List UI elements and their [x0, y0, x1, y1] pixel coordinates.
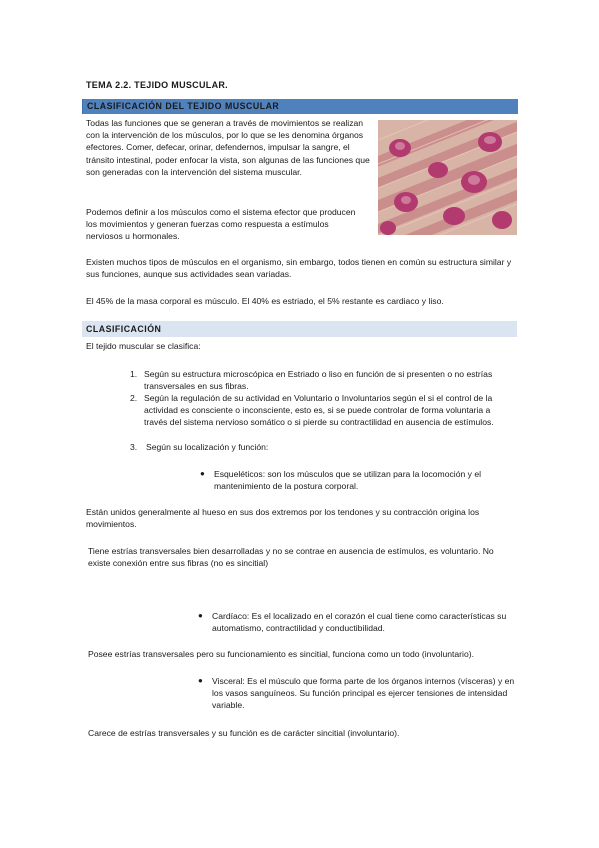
muscle-types-paragraph: Existen muchos tipos de músculos en el organismo, sin embargo, todos tienen en común su estructura similar y sus funciones, aunque sus actividades sean variadas.: [86, 257, 512, 280]
visceral-paragraph: Carece de estrías transversales y su función es de carácter sincitial (involuntario).: [88, 728, 400, 738]
list-number: 3.: [130, 442, 138, 452]
list-number: 1.: [130, 369, 138, 379]
document-heading: TEMA 2.2. TEJIDO MUSCULAR.: [86, 80, 228, 90]
list-item: Según su estructura microscópica en Estriado o liso en función de si presenten o no estrías transversales en sus fibras.: [144, 369, 493, 392]
list-item: Según su localización y función:: [146, 442, 269, 452]
section-header-label: CLASIFICACIÓN DEL TEJIDO MUSCULAR: [87, 101, 280, 111]
skeletal-striations-paragraph: Tiene estrías transversales bien desarrolladas y no se contrae en ausencia de estímulos, es voluntario. No existe conexión entre sus fibras (no es sincitial): [88, 546, 494, 569]
bullet-icon: ●: [198, 676, 203, 685]
skeletal-muscle-bullet: Esqueléticos: son los músculos que se utilizan para la locomoción y el mantenimiento de la postura corporal.: [214, 469, 482, 492]
classification-intro: El tejido muscular se clasifica:: [86, 341, 201, 351]
skeletal-attachment-paragraph: Están unidos generalmente al hueso en sus dos extremos por los tendones y su contracción origina los movimientos.: [86, 507, 480, 530]
list-item: Según la regulación de su actividad en Voluntario o Involuntarios según el si el control de la actividad es consciente o inconsciente, esto es, si se puede controlar de forma voluntaria a través del sistema nervioso somático o si pierde su contractilidad en ausencia de estímulos.: [144, 393, 494, 428]
body-mass-paragraph: El 45% de la masa corporal es músculo. El 40% es estriado, el 5% restante es cardiaco y liso.: [86, 296, 444, 306]
visceral-muscle-bullet: Visceral: Es el músculo que forma parte de los órganos internos (vísceras) y en los vasos sanguíneos. Su función principal es ejercer tensiones de intensidad variable.: [212, 676, 515, 711]
cardiac-paragraph: Posee estrías transversales pero su funcionamiento es sincitial, funciona como un todo (involuntario).: [88, 649, 474, 659]
muscle-tissue-image: [378, 120, 517, 235]
intro-paragraph: Todas las funciones que se generan a través de movimientos se realizan con la intervención de los músculos, por lo que se les denomina órganos efectores. Comer, defecar, orinar, defendernos, impulsar la sangre, el tránsito intestinal, poder enfocar la vista, son algunas de las funciones que son generadas con la intervención del sistema muscular.: [86, 118, 370, 177]
section-header-label: CLASIFICACIÓN: [86, 324, 162, 334]
list-number: 2.: [130, 393, 138, 403]
section-header-clasificacion: [82, 321, 517, 337]
cardiac-muscle-bullet: Cardíaco: Es el localizado en el corazón el cual tiene como características su automatismo, contractilidad y conductibilidad.: [212, 611, 507, 634]
section-header-clasificacion-tejido: [82, 99, 518, 114]
bullet-icon: ●: [200, 469, 205, 478]
bullet-icon: ●: [198, 611, 203, 620]
definition-paragraph: Podemos definir a los músculos como el sistema efector que producen los movimientos y generan fuerzas como respuesta a estímulos nerviosos u hormonales.: [86, 207, 356, 242]
